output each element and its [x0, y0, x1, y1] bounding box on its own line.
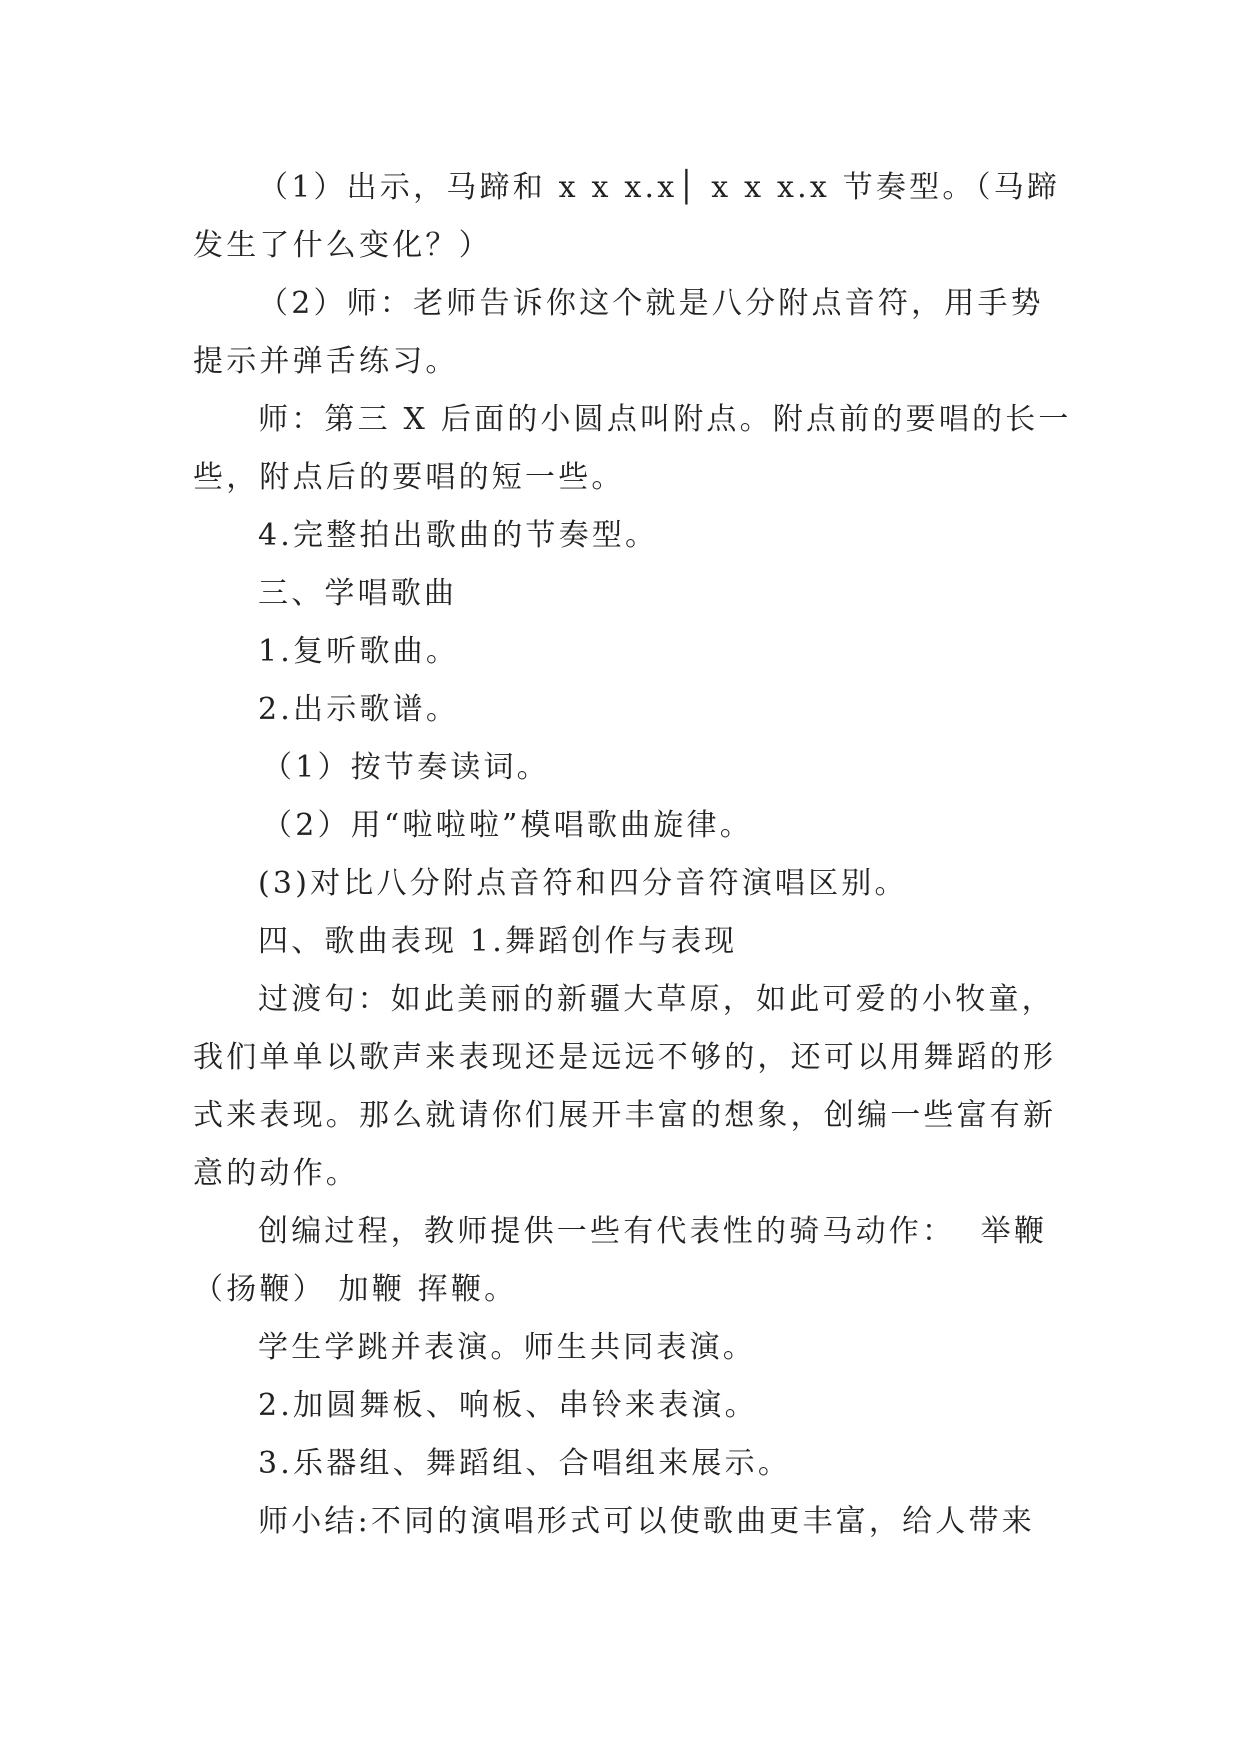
paragraph-line: （1）出示，马蹄和 x x x.x│ x x x.x 节奏型。（马蹄: [258, 170, 1061, 205]
section-heading: 三、学唱歌曲: [258, 576, 458, 611]
paragraph-line: 师：第三 X 后面的小圆点叫附点。附点前的要唱的长一: [258, 402, 1072, 437]
paragraph-line: 创编过程，教师提供一些有代表性的骑马动作： 举鞭: [258, 1214, 1048, 1249]
paragraph-line: 式来表现。那么就请你们展开丰富的想象，创编一些富有新: [193, 1098, 1057, 1133]
paragraph-line: 提示并弹舌练习。: [193, 344, 459, 379]
paragraph-line: （2）师：老师告诉你这个就是八分附点音符，用手势: [258, 286, 1044, 321]
paragraph-line: 意的动作。: [193, 1156, 359, 1191]
paragraph-line: 4.完整拍出歌曲的节奏型。: [258, 518, 659, 553]
paragraph-line: （1）按节奏读词。: [262, 750, 550, 785]
paragraph-line: （扬鞭） 加鞭 挥鞭。: [193, 1272, 518, 1307]
section-heading: 四、歌曲表现 1.舞蹈创作与表现: [258, 924, 738, 959]
paragraph-line: 2.加圆舞板、响板、串铃来表演。: [258, 1388, 758, 1423]
paragraph-line: 些，附点后的要唱的短一些。: [193, 460, 625, 495]
paragraph-line: 3.乐器组、舞蹈组、合唱组来展示。: [258, 1446, 792, 1481]
paragraph-line: 1.复听歌曲。: [258, 634, 460, 669]
paragraph-line: 师小结:不同的演唱形式可以使歌曲更丰富，给人带来: [258, 1504, 1035, 1539]
paragraph-line: 学生学跳并表演。师生共同表演。: [258, 1330, 756, 1365]
paragraph-line: 发生了什么变化？）: [193, 228, 492, 263]
paragraph-line: 过渡句：如此美丽的新疆大草原，如此可爱的小牧童，: [258, 982, 1055, 1017]
paragraph-line: （2）用“啦啦啦”模唱歌曲旋律。: [262, 808, 753, 843]
paragraph-line: 2.出示歌谱。: [258, 692, 460, 727]
paragraph-line: (3)对比八分附点音符和四分音符演唱区别。: [258, 866, 908, 901]
paragraph-line: 我们单单以歌声来表现还是远远不够的，还可以用舞蹈的形: [193, 1040, 1057, 1075]
